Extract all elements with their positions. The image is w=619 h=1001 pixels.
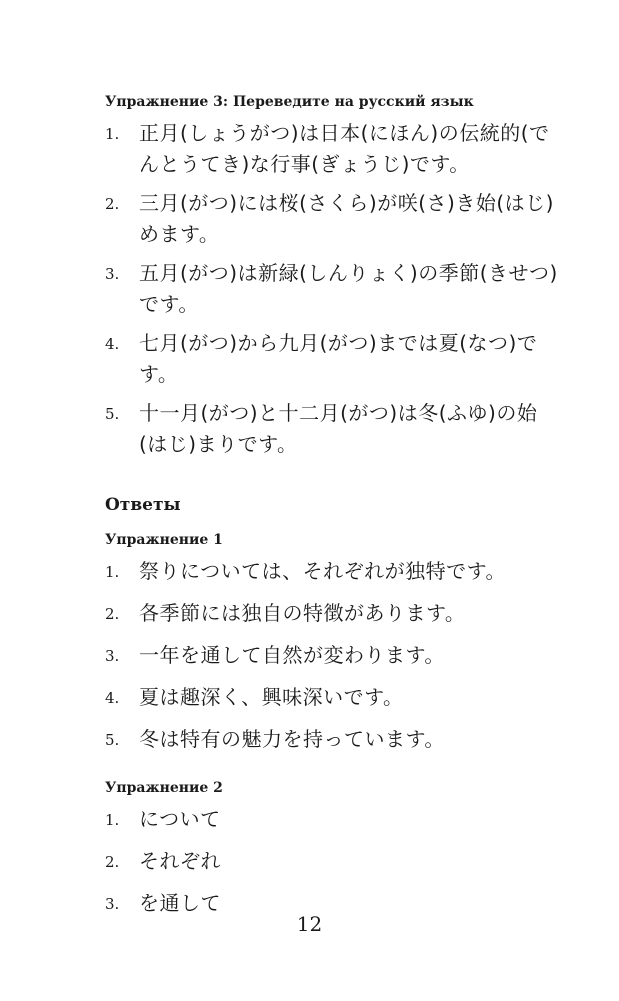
item-number: 2. bbox=[105, 195, 120, 213]
list-item bbox=[105, 188, 565, 250]
answers-heading: Ответы bbox=[105, 495, 181, 515]
item-number: 1. bbox=[105, 811, 120, 829]
item-text: 三月(がつ)には桜(さくら)が咲(さ)き始(はじ)めます。 bbox=[139, 191, 554, 246]
item-text: 冬は特有の魅力を持っています。 bbox=[139, 727, 445, 751]
list-item bbox=[105, 258, 565, 320]
item-number: 1. bbox=[105, 125, 120, 143]
item-number: 3. bbox=[105, 647, 120, 665]
list-item bbox=[105, 598, 565, 630]
list-item bbox=[105, 846, 565, 878]
list-item bbox=[105, 640, 565, 672]
item-text: 七月(がつ)から九月(がつ)までは夏(なつ)です。 bbox=[139, 331, 538, 386]
item-text: 五月(がつ)は新緑(しんりょく)の季節(きせつ)です。 bbox=[139, 261, 558, 316]
list-item bbox=[105, 724, 565, 756]
page-number: 12 bbox=[296, 912, 323, 936]
item-text: について bbox=[139, 807, 221, 831]
item-text: 一年を通して自然が変わります。 bbox=[139, 643, 445, 667]
list-item bbox=[105, 398, 565, 460]
list-item bbox=[105, 328, 565, 390]
exercise-3-heading: Упражнение 3: Переведите на русский язык bbox=[105, 94, 474, 110]
item-number: 3. bbox=[105, 265, 120, 283]
answers-exercise-2-list bbox=[105, 804, 565, 920]
item-text: それぞれ bbox=[139, 849, 221, 873]
answers-exercise-1-heading: Упражнение 1 bbox=[105, 532, 223, 548]
item-number: 5. bbox=[105, 405, 120, 423]
item-number: 2. bbox=[105, 853, 120, 871]
item-text: を通して bbox=[139, 891, 221, 915]
item-text: 各季節には独自の特徴があります。 bbox=[139, 601, 466, 625]
item-number: 5. bbox=[105, 731, 120, 749]
item-text: 祭りについては、それぞれが独特です。 bbox=[139, 559, 506, 583]
item-number: 4. bbox=[105, 335, 120, 353]
item-number: 2. bbox=[105, 605, 120, 623]
item-text: 正月(しょうがつ)は日本(にほん)の伝統的(でんとうてき)な行事(ぎょうじ)です。 bbox=[139, 121, 550, 176]
answers-exercise-1-list bbox=[105, 556, 565, 756]
answers-exercise-2-heading: Упражнение 2 bbox=[105, 780, 223, 796]
list-item bbox=[105, 804, 565, 836]
page-content bbox=[105, 92, 565, 920]
item-number: 1. bbox=[105, 563, 120, 581]
item-number: 3. bbox=[105, 895, 120, 913]
item-number: 4. bbox=[105, 689, 120, 707]
item-text: 十一月(がつ)と十二月(がつ)は冬(ふゆ)の始(はじ)まりです。 bbox=[139, 401, 538, 456]
item-text: 夏は趣深く、興味深いです。 bbox=[139, 685, 404, 709]
exercise-3-list bbox=[105, 118, 565, 460]
list-item bbox=[105, 682, 565, 714]
list-item bbox=[105, 118, 565, 180]
list-item bbox=[105, 556, 565, 588]
